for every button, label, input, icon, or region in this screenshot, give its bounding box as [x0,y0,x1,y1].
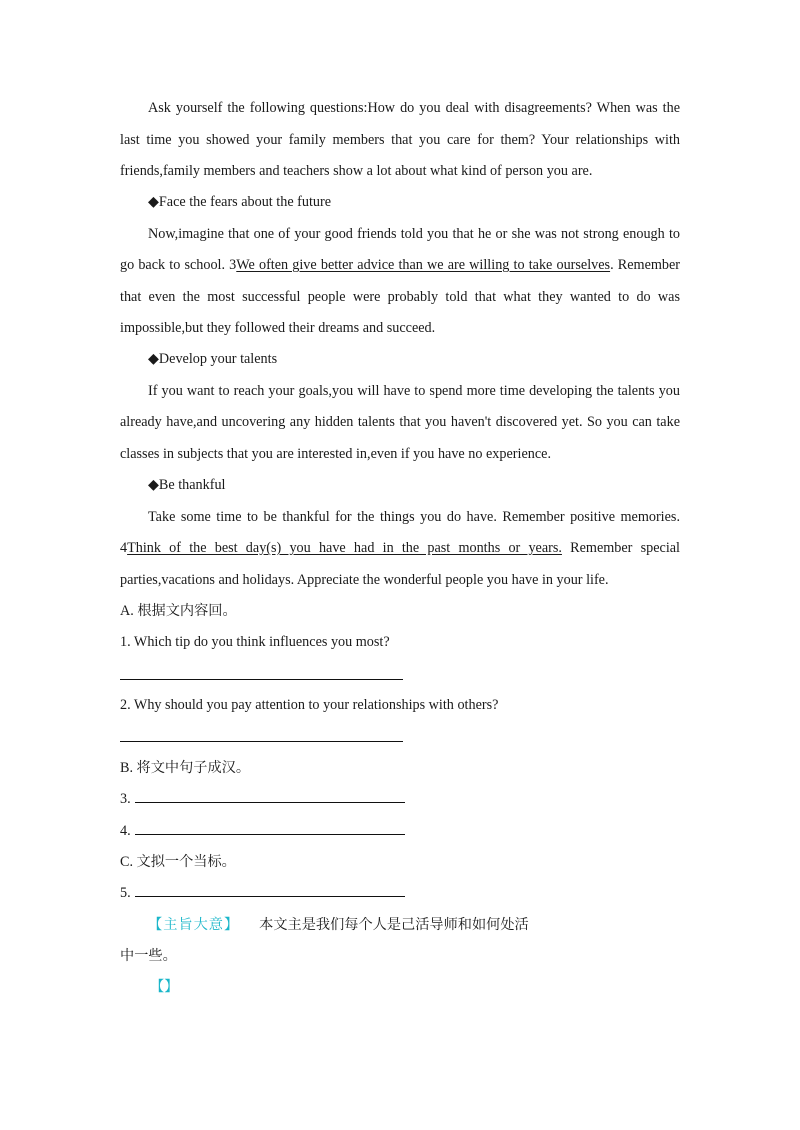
question-2: 2. Why should you pay attention to your relationships with others? [120,697,499,713]
answer-line-4[interactable] [135,822,405,835]
sentence-3-prefix: go back to school. 3 [120,257,237,273]
answer-bracket: 【】 [150,979,179,995]
paragraph-1-line-1: Ask yourself the following questions:How do you deal with disagreements? When was the [148,100,680,116]
item-number-4: 4. [120,823,131,839]
sentence-4-prefix: 4 [120,540,128,556]
paragraph-3-line-3: classes in subjects that you are interested in,even if you have no experience. [120,446,551,462]
section-heading-future: ◆Face the fears about the future [148,194,332,210]
title-item-5[interactable] [120,883,405,903]
answer-line-5[interactable] [135,884,405,897]
summary-tag: 【主旨大意】 [148,917,240,933]
sentence-4-suffix: Remember special [561,540,680,556]
exercise-b-title: B. 将文中句子成汉。 [120,760,251,776]
section-heading-talents: ◆Develop your talents [148,351,278,367]
answer-line-2[interactable] [120,741,403,742]
underlined-sentence-3: We often give better advice than we are willing to take ourselves [236,257,611,273]
answer-line-3[interactable] [135,790,405,803]
paragraph-3-line-1: If you want to reach your goals,you will have to spend more time developing the talents you [148,383,680,399]
translation-item-3[interactable] [120,789,405,809]
answer-line-1[interactable] [120,679,403,680]
paragraph-2-line-3: that even the most successful people were probably told that what they wanted to do was [120,289,680,305]
underlined-sentence-4: Think of the best day(s) you have had in the past months or years. [127,540,562,556]
item-number-3: 3. [120,791,131,807]
paragraph-2-line-4: impossible,but they followed their dreams and succeed. [120,320,436,336]
paragraph-4-line-3: parties,vacations and holidays. Appreciate the wonderful people you have in your life. [120,572,609,588]
paragraph-4-line-2 [120,538,680,558]
paragraph-2-line-1: Now,imagine that one of your good friends told you that he or she was not strong enough to [148,226,680,242]
summary-text-1: 本文主是我们每个人是己活导师和如何处活 [259,917,529,933]
sentence-3-suffix: . Remember [610,257,681,273]
translation-item-4[interactable] [120,821,405,841]
question-1: 1. Which tip do you think influences you most? [120,634,390,650]
section-heading-thankful: ◆Be thankful [148,477,226,493]
item-number-5: 5. [120,885,131,901]
exercise-a-title: A. 根据文内容回。 [120,603,237,619]
paragraph-4-line-1: Take some time to be thankful for the things you do have. Remember positive memories. [148,509,680,525]
paragraph-1-line-3: friends,family members and teachers show a lot about what kind of person you are. [120,163,593,179]
exercise-c-title: C. 文拟一个当标。 [120,854,236,870]
summary-line-1 [148,915,708,935]
paragraph-3-line-2: already have,and uncovering any hidden talents that you haven't discovered yet. So you can take [120,414,680,430]
paragraph-1-line-2: last time you showed your family members that you care for them? Your relationships with [120,132,680,148]
paragraph-2-line-2 [120,255,680,275]
summary-text-2: 中一些。 [120,948,177,964]
